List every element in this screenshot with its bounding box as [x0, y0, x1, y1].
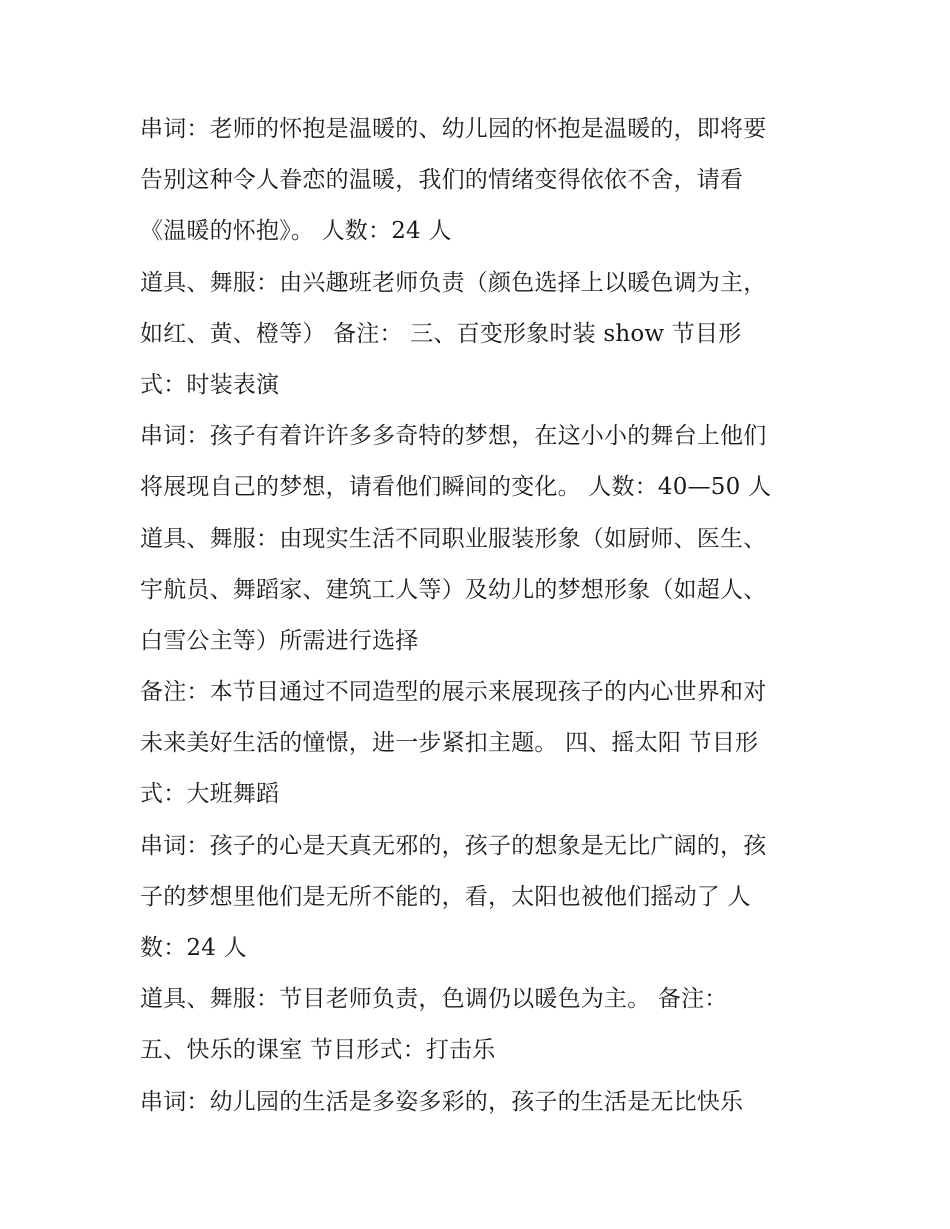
text-line: 将展现自己的梦想，请看他们瞬间的变化。 人数：40—50 人 — [140, 474, 772, 501]
text-line: 道具、舞服：节目老师负责，色调仍以暖色为主。 备注： — [140, 986, 728, 1013]
text-line: 式：时装表演 — [140, 371, 280, 398]
text-line: 数：24 人 — [140, 935, 247, 961]
text-line: 道具、舞服：由兴趣班老师负责（颜色选择上以暖色调为主， — [140, 269, 767, 296]
text-line: 五、快乐的课室 节目形式：打击乐 — [140, 1037, 496, 1064]
text-line: 白雪公主等）所需进行选择 — [140, 627, 419, 654]
text-line: 宇航员、舞蹈家、建筑工人等）及幼儿的梦想形象（如超人、 — [140, 576, 767, 603]
text-line: 串词：孩子的心是天真无邪的，孩子的想象是无比广阔的，孩 — [140, 832, 767, 859]
text-line: 串词：孩子有着许许多多奇特的梦想，在这小小的舞台上他们 — [140, 423, 767, 450]
text-line: 如红、黄、橙等） 备注： 三、百变形象时装 show 节目形 — [140, 320, 742, 347]
text-line: 子的梦想里他们是无所不能的，看，太阳也被他们摇动了 人 — [140, 883, 751, 910]
text-line: 《温暖的怀抱》。 人数：24 人 — [140, 218, 452, 245]
text-line: 备注：本节目通过不同造型的展示来展现孩子的内心世界和对 — [140, 679, 767, 706]
text-line: 式：大班舞蹈 — [140, 781, 280, 808]
text-line: 告别这种令人眷恋的温暖，我们的情绪变得依依不舍，请看 — [140, 167, 744, 194]
document-body — [140, 104, 830, 1128]
text-line: 串词：老师的怀抱是温暖的、幼儿园的怀抱是温暖的，即将要 — [140, 116, 767, 142]
text-line: 未来美好生活的憧憬，进一步紧扣主题。 四、摇太阳 节目形 — [140, 730, 759, 757]
text-line: 串词：幼儿园的生活是多姿多彩的，孩子的生活是无比快乐 — [140, 1088, 744, 1115]
text-line: 道具、舞服：由现实生活不同职业服装形象（如厨师、医生、 — [140, 525, 767, 552]
